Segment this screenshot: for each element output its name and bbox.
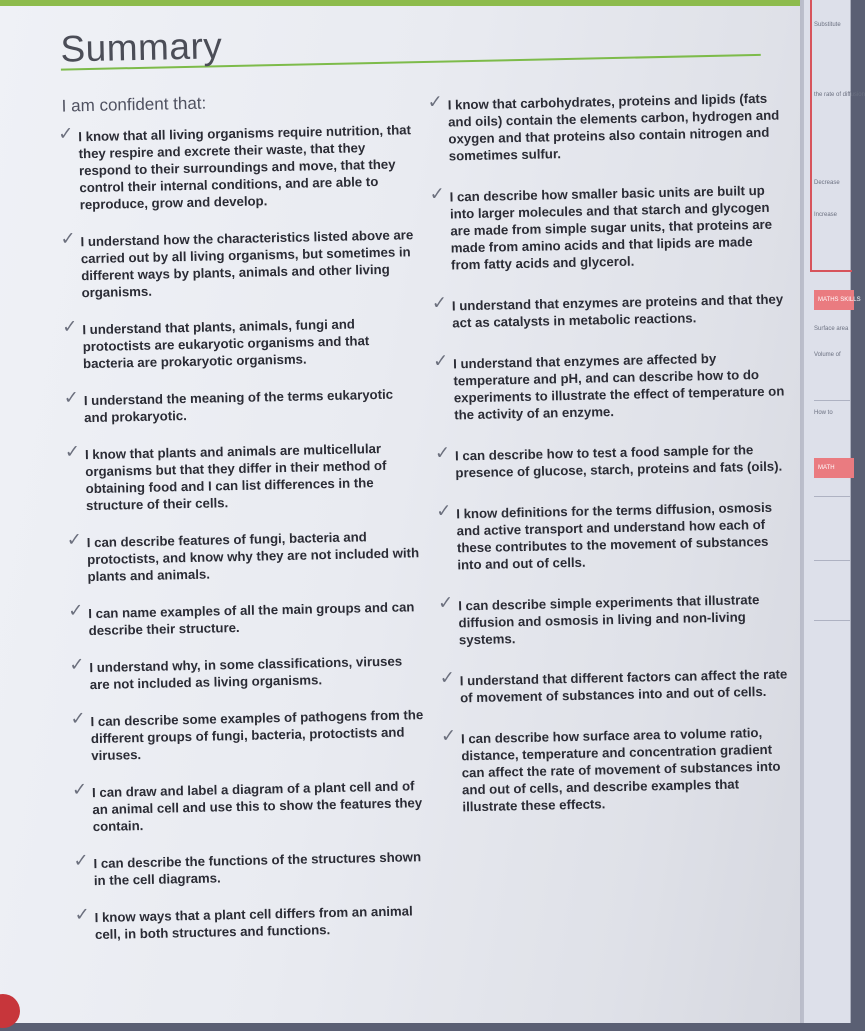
check-icon: ✓ [60,228,76,249]
check-icon: ✓ [66,529,83,550]
adjacent-red-box [810,0,865,272]
checklist-item [60,226,415,301]
checklist-item [68,598,423,639]
adjacent-text: Surface area [814,326,849,332]
adjacent-divider [814,496,850,497]
adjacent-divider [814,620,850,621]
checklist-text: I understand why, in some classifications, viruses are not included as living organisms. [89,653,403,693]
check-icon: ✓ [62,316,78,337]
checklist-item [64,439,420,514]
checklist-text: I can name examples of all the main groups and can describe their structure. [88,599,415,639]
checklist-item [63,385,419,426]
check-icon: ✓ [436,500,452,521]
checklist-item [74,902,430,943]
check-icon: ✓ [431,292,448,313]
check-icon: ✓ [73,850,89,871]
check-icon: ✓ [437,592,454,613]
check-icon: ✓ [69,654,85,675]
check-icon: ✓ [427,91,443,112]
checklist-text: I can describe features of fungi, bacteria and protoctists, and know why they are not included with plants and animals. [86,529,420,585]
checklist-text: I can draw and label a diagram of a plant cell and of an animal cell and use this to show the features they contain. [91,778,423,835]
check-icon: ✓ [432,350,449,371]
checklist-text: I understand that enzymes are proteins and that they act as catalysts in metabolic reactions. [451,291,784,331]
check-icon: ✓ [58,123,74,144]
checklist-item [439,665,795,706]
adjacent-text: Substitute [814,22,841,28]
checklist-item [431,290,787,331]
checklist-text: I can describe some examples of pathogens from the different groups of fungi, bacteria, protoctists and viruses. [90,707,424,764]
left-column [58,121,429,943]
check-icon: ✓ [434,442,451,463]
check-icon: ✓ [429,183,445,204]
checklist-text: I know that plants and animals are multicellular organisms but that they differ in their method of obtaining food and I can list differences in the structure of their cells. [84,440,387,514]
checklist-item [427,90,783,165]
adjacent-text: How to [814,410,833,416]
checklist-text: I know that all living organisms require nutrition, that they respire and excrete their waste, that they respond to their surroundings and move, that they control their internal conditions, and are able to reproduce, grow and develop. [78,122,412,213]
checklist-text: I can describe the functions of the structures shown in the cell diagrams. [93,849,422,889]
right-column [427,90,797,816]
checklist-text: I know definitions for the terms diffusion, osmosis and active transport and understand how each of these contributes to the movement of substances into and out of cells. [456,499,773,573]
checklist-text: I know that carbohydrates, proteins and lipids (fats and oils) contain the elements carbon, hydrogen and oxygen and that proteins also contain nitrogen and sometimes sulfur. [447,90,780,164]
checklist-item [432,348,788,423]
checklist-item [440,723,797,815]
checklist-item [58,121,414,213]
check-icon: ✓ [439,667,456,688]
adjacent-divider [814,560,850,561]
checklist-item [62,314,417,372]
adjacent-page-edge [800,0,865,1023]
adjacent-text: Increase [814,212,838,218]
checklist-item [434,440,790,481]
checklist-text: I understand that different factors can affect the rate of movement of substances into and out of cells. [459,666,788,706]
checklist-item [69,652,424,693]
checklist-text: I can describe how smaller basic units are built up into larger molecules and that starch and glycogen are made from simple sugar units, that proteins are made from amino acids and that lipids are made from fatty acids and glycerol. [449,182,773,273]
checklist-item [429,181,785,273]
checklist-text: I can describe how to test a food sample for the presence of glucose, starch, proteins and fats (oils). [454,442,783,481]
check-icon: ✓ [63,387,80,408]
checklist-item [73,848,428,889]
checklist-text: I can describe how surface area to volume ratio, distance, temperature and concentration gradient can affect the rate of movement of substances into and out of cells, and describe examples that illustrate these effects. [460,725,781,815]
adjacent-tab: MATH [814,458,854,478]
check-icon: ✓ [71,779,88,800]
checklist-item [71,777,427,835]
checklist-text: I understand how the characteristics listed above are carried out by all living organisms, but sometimes in different ways by plants, animals and other living organisms. [80,227,414,301]
adjacent-tab: MATHS SKILLS [814,290,854,310]
adjacent-text: Volume of [814,352,841,358]
checklist-item [70,706,425,764]
check-icon: ✓ [68,600,84,621]
checklist-text: I can describe simple experiments that illustrate diffusion and osmosis in living and non-living systems. [458,592,760,648]
checklist-item [437,590,793,648]
checklist-text: I understand the meaning of the terms eukaryotic and prokaryotic. [83,386,394,426]
checklist-item [66,527,422,585]
checklist-text: I understand that enzymes are affected by temperature and pH, and can describe how to do experiments to illustrate the effect of temperature on the activity of an enzyme. [453,350,785,423]
checklist-text: I understand that plants, animals, fungi and protoctists are eukaryotic organisms and that bacteria are prokaryotic organisms. [82,316,370,372]
adjacent-text: the rate of diffusion [814,92,865,98]
check-icon: ✓ [70,708,86,729]
page-title: Summary [60,25,223,70]
adjacent-divider [814,400,850,401]
check-icon: ✓ [440,725,457,746]
checklist-item [436,498,791,573]
page-subtitle: I am confident that: [61,93,207,116]
checklist-text: I know ways that a plant cell differs from an animal cell, in both structures and functions. [94,903,413,943]
check-icon: ✓ [74,904,90,925]
check-icon: ✓ [64,441,81,462]
adjacent-text: Decrease [814,180,840,186]
